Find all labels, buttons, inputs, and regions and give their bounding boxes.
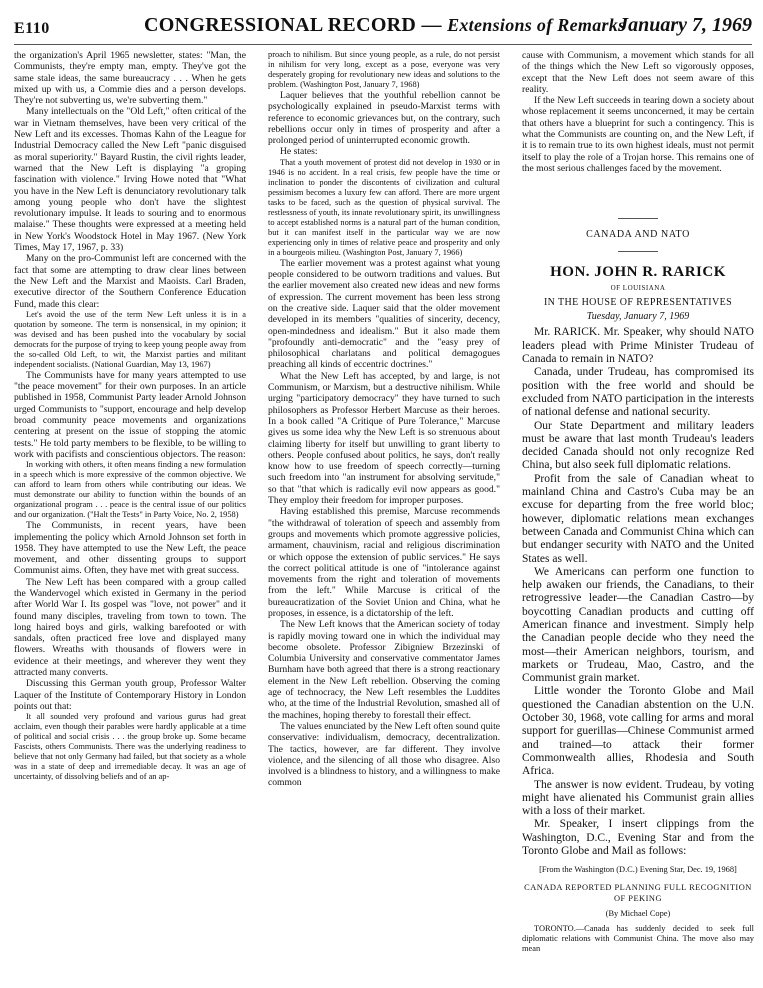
paragraph: Laquer believes that the youthful rebellion cannot be psychologically explained in pseudo-Marxist terms with reference to economic grievances but, on the contrary, such rebellions occur only in times of prosperity and after a prolonged period of uninterrupted economic growth.: [268, 90, 500, 147]
speech-paragraph: Mr. RARICK. Mr. Speaker, why should NATO leaders plead with Prime Minister Trudeau of Canada to remain in NATO?: [522, 326, 754, 366]
speaker-name: HON. JOHN R. RARICK: [550, 263, 726, 280]
publication-name: CONGRESSIONAL RECORD —: [144, 14, 442, 36]
paragraph: Having established this premise, Marcuse recommends "the withdrawal of toleration of speech and assembly from groups and movements which promote aggressive policies, armament, chauvinism, racial and religious discrimination or which oppose the extension of public services." He says the correct political attitude is one of "intolerance against movements from the right and toleration of movements from the left." While Marcuse is critical of the bureaucratization of the Soviet Union and China, what he proposes, in essence, is a dictatorship of the left.: [268, 506, 500, 619]
paragraph: The New Left knows that the American society of today is rapidly moving toward one in which the individual may become obsolete. Professor Zibigniew Brzezinski of Columbia University and conservative commentator James Burnham have both agreed that there is a strong reactionary element in the New Left rebellion. Observing the coming age of technocracy, the New Left resembles the Luddites who, at the time of the Industrial Revolution, smashed all of the machines, hoping thereby to forestall their effect.: [268, 619, 500, 721]
page-number: E110: [14, 20, 50, 37]
page-header: [14, 14, 752, 42]
speech-paragraph: Our State Department and military leaders must be aware that last month Trudeau's leaders decided Canada should not only recognize Red China, but also seek full diplomatic relations.: [522, 419, 754, 472]
speech-paragraph: Profit from the sale of Canadian wheat to mainland China and Castro's Cuba may be an excuse for departing from the free world bloc; however, diplomatic relations mean exchanges between Canada and Communist China which can but endanger security with NATO and the United States as well.: [522, 472, 754, 565]
paragraph: Discussing this German youth group, Professor Walter Laquer of the Institute of Contemporary History in London points out that:: [14, 678, 246, 712]
chamber: IN THE HOUSE OF REPRESENTATIVES: [543, 296, 733, 308]
section-heading: CANADA AND NATO: [586, 229, 690, 241]
paragraph: The earlier movement was a protest against what young people considered to be outworn traditions and values. But the earlier movement also created new ideas and new forms of expression. The current movement has been less strong on the creative side. Laquer said that the older movement developed in its members "qualities of sincerity, decency, open-mindedness and idealism." But it also made them "profoundly anti-democratic" and the "easy prey of philosophical charlatans and political demagogues preaching all kinds of eccentric doctrines.": [268, 257, 500, 371]
quotation: proach to nihilism. But since young people, as a rule, do not persist in nihilism for very long, except as a pose, everyone was very desperately groping for revolutionary new ideas and solutions to the problem. (Washington Post, January 7, 1968): [268, 50, 500, 89]
column-2: [268, 50, 500, 980]
paragraph: What the New Left has accepted, by and large, is not Communism, or Marxism, but a destructive nihilism. While urging "participatory democracy" they have turned to such philosophers as Professor Herbert Marcuse as their heroes. In a book called "A Critique of Pure Tolerance," Marcuse gives us some idea why the New Left is so strenuous about claiming liberty for itself but unwilling to grant liberty to others. People confused about politics, he says, don't really know how to use freedom of speech correctly—turning such freedom into "an instrument for absolving servitude," so that "that which is radically evil now appears as good." They employ their freedom for improper purposes.: [268, 370, 500, 507]
paragraph: If the New Left succeeds in tearing down a society about whose replacement it seems unconcerned, it may be certain that others have a blueprint for such a contingency. This is what the Communists are counting on, and the New Left, if it is to remain true to its own highest ideals, must not permit itself to play the role of a Trojan horse. This remains one of the most serious challenges faced by the movement.: [522, 95, 754, 174]
speech-paragraph: We Americans can perform one function to help awaken our friends, the Canadians, to their retrogressive leader—the Canadian Castro—by boycotting Canadian products and cutting off American finance and investment. Simply help the Canadian people decide who they need the most—their American neighbors, tourism, and markets or Trudeau, Mao, Castro, and the Communist grain market.: [522, 565, 754, 685]
section-name: Extensions of Remarks: [447, 15, 626, 35]
section-divider: [618, 251, 658, 252]
speech-paragraph: Little wonder the Toronto Globe and Mail questioned the Canadian abstention on the U.N. October 30, 1968, vote calling for arms and moral support for guerillas—Chinese Communist armed and trained—to attack their former Commonwealth allies, Rhodesia and South Africa.: [522, 685, 754, 778]
speech-date: Tuesday, January 7, 1969: [586, 311, 690, 323]
issue-date: January 7, 1969: [618, 14, 752, 36]
paragraph: the organization's April 1965 newsletter, states: "Man, the Communists, they're empty man, empty. They've got the same stale ideas, the same bureaucracy . . . When he gets mixed up with us, a Commie dies and a person develops. They're not subverting us, we're subverting them.": [14, 50, 246, 107]
paragraph: Many on the pro-Communist left are concerned with the fact that some are attempting to draw clear lines between the New Left and the Marxist and Maoists. Carl Braden, executive director of the Southern Conference Education Fund, made this clear:: [14, 253, 246, 310]
speech-paragraph: The answer is now evident. Trudeau, by voting might have alienated his Communist grain allies with a loss of their market.: [522, 778, 754, 818]
paragraph: The Communists have for many years attempted to use "the peace movement" for their own purposes. In an article published in 1958, Communist Party leader Arnold Johnson urged Communists to "support, encourage and help develop broad community peace movements and organizations centering at present on the issue of stopping the atomic tests." He told party members to be flexible, to be willing to work with pacifists and conscientious objectors. The reason:: [14, 369, 246, 460]
speaker-state: OF LOUISIANA: [610, 283, 666, 292]
paragraph: The New Left has been compared with a group called the Wandervogel which existed in Germany in the period after World War I. Its gospel was "love, not power" and it found many disciples, traveling from town to town. The long haired boys and girls, walking barefooted or with sandals, often practiced free love and displayed many flowers. Wreaths with thousands of flowers were in evidence at their meetings, and wherever they went they attracted many converts.: [14, 576, 246, 679]
clipping-source: [From the Washington (D.C.) Evening Star, Dec. 19, 1968]: [539, 865, 737, 875]
clipping-byline: (By Michael Cope): [605, 909, 671, 919]
paragraph: cause with Communism, a movement which stands for all of the things which the New Left so vigorously opposes, except that the New Left does not seem aware of this reality.: [522, 50, 754, 95]
quotation: It all sounded very profound and various gurus had great acclaim, even though their parables were hardly applicable at a time of political and social crisis . . . the group broke up. Some became Fascists, others Communists. There was the underlying readiness to believe that not only Germany had failed, but that society as a whole was in a state of deep and irremediable decay. It was an age of uncertainty, of dissolving beliefs and of an ap-: [14, 712, 246, 782]
speech-paragraph: Mr. Speaker, I insert clippings from the Washington, D.C., Evening Star and from the Toronto Globe and Mail as follows:: [522, 818, 754, 858]
column-1: [14, 50, 246, 980]
paragraph: The values enunciated by the New Left often sound quite conservative: individualism, democracy, decentralization. The tactics, however, are far different. They involve violence, and the silencing of all those who disagree. Also involved is a blindness to history, and a willingness to make common: [268, 720, 500, 789]
quotation: Let's avoid the use of the term New Left unless it is in a quotation by someone. The term is nonsensical, in my opinion; it was devised and has been pushed into the vocabulary by social democrats for the purpose of trying to keep young people away from the so-called Old Left, to wit, the Marxist parties and militant independent socialists. (National Guardian, May 13, 1967): [14, 309, 246, 369]
section-divider: [618, 218, 658, 219]
paragraph: He states:: [280, 146, 318, 158]
paragraph: The Communists, in recent years, have been implementing the policy which Arnold Johnson set forth in 1958. They have attempted to use the New Left, the peace movement, and other dissenting groups to support Communist aims. Often, they have met with great success.: [14, 520, 246, 577]
column-3: [522, 50, 754, 980]
publication-title: [144, 14, 625, 37]
header-rule: [14, 44, 752, 45]
quotation: In working with others, it often means finding a new formulation in a speech which is more expressive of the common objective. We can afford to learn from others while contributing our ideas. We must demonstrate our ability to function within the bounds of an organizational program . . . peace is the central issue of our politics and our organization. ("Halt the Tests" in Party Voice, No. 2, 1958): [14, 460, 246, 520]
clipping-text: TORONTO.—Canada has suddenly decided to seek full diplomatic relations with Communist China. The move also may mean: [522, 923, 754, 953]
clipping-headline: CANADA REPORTED PLANNING FULL RECOGNITION OF PEKING: [524, 882, 752, 903]
quotation: That a youth movement of protest did not develop in 1930 or in 1946 is no accident. In a real crisis, few people have the time or inclination to ponder the discontents of civilization and cultural pessimism becomes a luxury few can afford. There are more urgent tasks to be faced, such as the question of physical survival. The restlessness of youth, its innate revolutionary spirit, its unwillingness to accept established norms is a natural part of the human condition, but it can manifest itself in the particular way we are now experiencing only in times of relative peace and prosperity and only in a bourgeois milieu. (Washington Post, January 7, 1966): [268, 157, 500, 257]
speech-paragraph: Canada, under Trudeau, has compromised its position with the free world and should be excluded from NATO participation in the interests of national defense and national security.: [522, 366, 754, 419]
paragraph: Many intellectuals on the "Old Left," often critical of the war in Vietnam themselves, have been very critical of the New Left and its excesses. Thomas Kahn of the League for Industrial Democracy called the New Left "panic disguised as moral superiority." Bayard Rustin, the civil rights leader, warned that the New Left is displaying "a groping fascination with violence." Irving Howe noted that "What you have in the New Left is denunciatory revolutionary talk among young people who don't have the slightest revolutionary impulse. It leads to souring and to enormous malaise." These thoughts were expressed at a meeting held in New York's Woodstock Hotel in May 1967. (New York Times, May 17, 1967, p. 33): [14, 106, 246, 254]
